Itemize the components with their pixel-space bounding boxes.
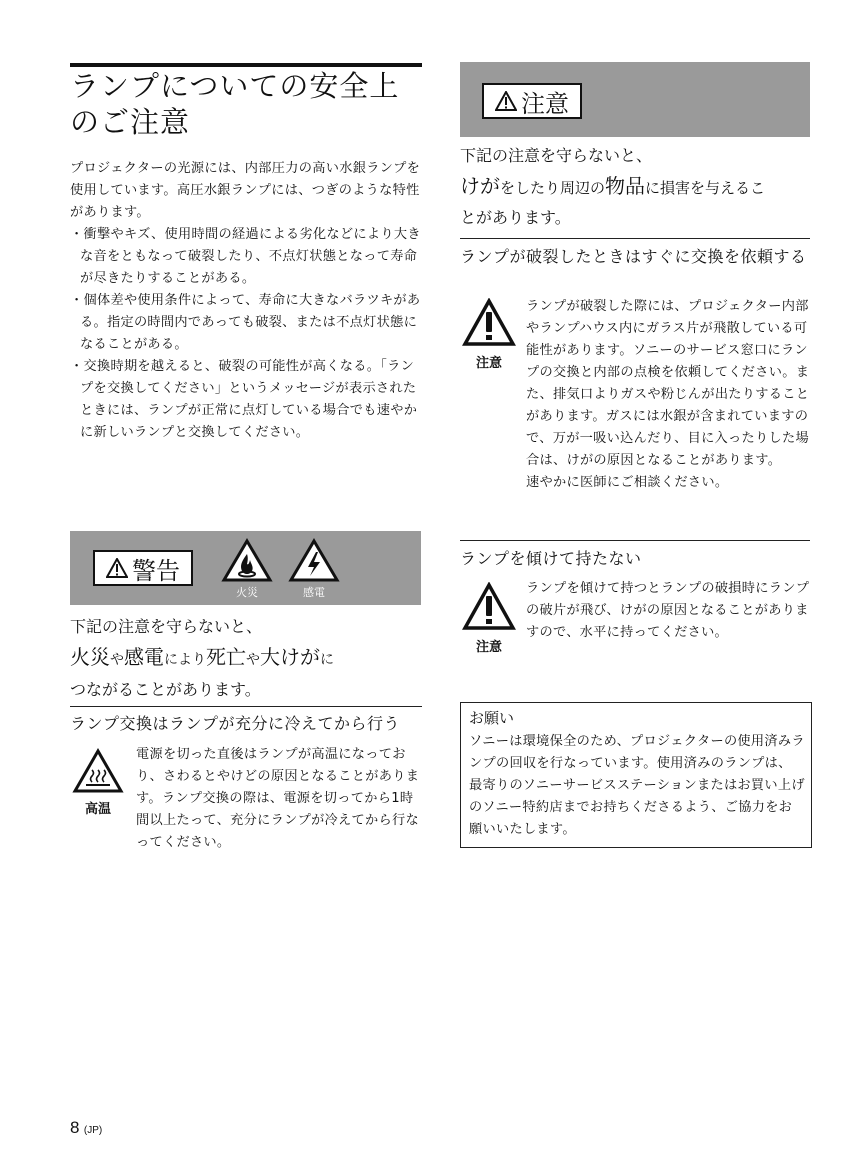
caution-text <box>460 142 812 232</box>
caution-line1: 下記の注意を守らないと、 <box>460 146 653 165</box>
caution-label-box <box>482 83 582 119</box>
warning-label: 警告 <box>132 556 180 585</box>
section-heading-cool: ランプ交換はランプが充分に冷えてから行う <box>70 714 401 733</box>
hot-surface-symbol <box>72 748 124 817</box>
electric-shock-icon <box>288 538 340 582</box>
intro-block <box>70 158 422 444</box>
burst-paragraph: ランプが破裂した際には、プロジェクター内部やランプハウス内にガラス片が飛散している可能性があります。ソニーのサービス窓口にランプの交換と内部の点検を依頼してください。また、排気口よりガスや粉じんが出たりすることがあります。ガスには水銀が含まれていますので、万が一吸い込んだり、目に入ったりした場合は、けがの原因となることがあります。 <box>526 299 810 468</box>
section-rule <box>460 238 810 239</box>
warning-triangle-icon <box>106 558 128 578</box>
caution-triangle-icon <box>495 91 517 111</box>
hot-label: 高温 <box>84 802 111 817</box>
warning-emph: 死亡 <box>206 645 246 669</box>
caution-symbol <box>462 298 516 371</box>
exclamation-triangle-icon <box>462 582 516 632</box>
section-text-tilt: ランプを傾けて持つとランプの破損時にランプの破片が飛び、けがの原因となることがありますので、水平に持ってください。 <box>526 581 810 640</box>
warning-connector: や <box>110 652 124 668</box>
caution-icon-label: 注意 <box>475 356 502 371</box>
section-rule <box>460 540 810 541</box>
page-number-value: 8 <box>70 1118 80 1137</box>
section-heading-burst: ランプが破裂したときはすぐに交換を依頼する <box>460 247 807 266</box>
warning-line1: 下記の注意を守らないと、 <box>70 617 263 636</box>
caution-icon-label: 注意 <box>475 640 502 655</box>
warning-connector: や <box>246 652 260 668</box>
page-title-line2: のご注意 <box>70 105 191 139</box>
warning-emph: 大けが <box>260 645 320 669</box>
bullet-item: ・衝撃やキズ、使用時間の経過による劣化などにより大きな音をともなって破裂したり、不点灯状態となって寿命が尽きたりすることがある。 <box>70 227 421 286</box>
section-text-cool: 電源を切った直後はランプが高温になっており、さわるとやけどの原因となることがあります。ランプ交換の際は、電源を切ってから1時間以上たって、充分にランプが冷えてから行なってください。 <box>136 747 420 850</box>
request-text: ソニーは環境保全のため、プロジェクターの使用済みランプの回収を行なっています。使用済みのランプは、最寄りのソニーサービスステーションまたはお買い上げのソニー特約店までお持ちくださるよう、ご協力をお願いいたします。 <box>469 734 805 837</box>
caution-symbol <box>462 582 516 655</box>
warning-line3: つながることがあります。 <box>70 680 261 699</box>
caution-connector: に損害を与えるこ <box>645 179 766 197</box>
burst-paragraph-2: 速やかに医師にご相談ください。 <box>526 475 729 490</box>
section-heading-tilt: ランプを傾けて持たない <box>460 549 642 568</box>
bullet-item: ・個体差や使用条件によって、寿命に大きなバラツキがある。指定の時間内であっても破裂、または不点灯状態になることがある。 <box>70 293 421 352</box>
warning-text <box>70 613 422 704</box>
warning-line2 <box>70 641 422 676</box>
exclamation-triangle-icon <box>462 298 516 348</box>
bullet-item: ・交換時期を越えると、破裂の可能性が高くなる。「ランプを交換してください」というメッセージが表示されたときには、ランプが正常に点灯している場合でも速やかに新しいランプと交換してください。 <box>70 359 418 440</box>
shock-symbol <box>288 538 340 600</box>
caution-connector: をしたり周辺の <box>500 179 606 197</box>
fire-caption: 火災 <box>236 586 258 599</box>
page-number-suffix: (JP) <box>83 1125 103 1136</box>
hot-surface-icon <box>72 748 124 794</box>
warning-emph: 感電 <box>124 645 164 669</box>
caution-line3: とがあります。 <box>460 208 571 227</box>
title-top-rule <box>70 63 422 67</box>
page-title <box>70 68 430 140</box>
caution-emph: けが <box>460 174 500 198</box>
warning-connector: により <box>164 652 206 668</box>
section-rule <box>70 706 422 707</box>
warning-label-box <box>93 550 193 586</box>
caution-emph: 物品 <box>605 174 646 198</box>
warning-emph: 火災 <box>70 645 110 669</box>
fire-icon <box>221 538 273 582</box>
intro-paragraph: プロジェクターの光源には、内部圧力の高い水銀ランプを使用しています。高圧水銀ランプには、つぎのような特性があります。 <box>70 161 421 220</box>
caution-label: 注意 <box>521 89 569 118</box>
page-number <box>70 1118 102 1138</box>
shock-caption: 感電 <box>303 586 325 599</box>
section-text-burst <box>526 296 812 494</box>
warning-connector: に <box>320 652 334 668</box>
request-heading: お願い <box>469 709 515 727</box>
page-title-line1: ランプについての安全上 <box>70 69 400 103</box>
caution-line2 <box>460 170 812 204</box>
fire-symbol <box>221 538 273 600</box>
